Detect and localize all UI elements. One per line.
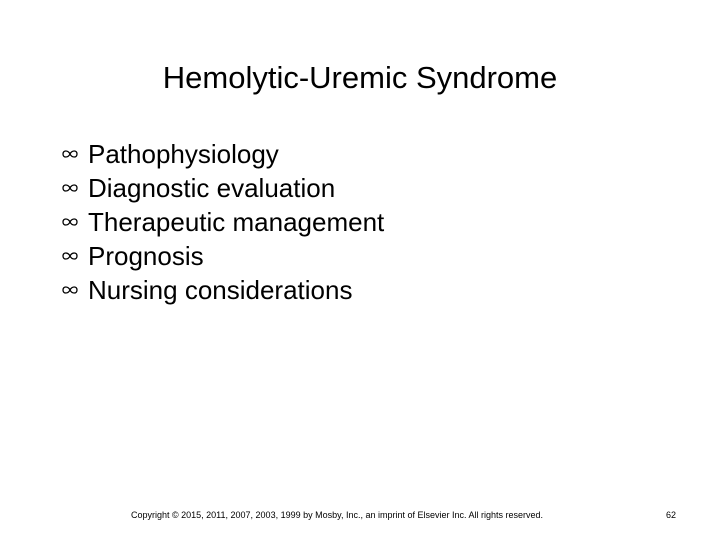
slide-title: Hemolytic-Uremic Syndrome — [162, 60, 558, 95]
bullet-list — [62, 137, 384, 307]
bullet-label: Therapeutic management — [88, 207, 385, 237]
bullet-item-prognosis — [62, 239, 384, 273]
page-number: 62 — [666, 510, 677, 520]
bullet-label: Nursing considerations — [88, 275, 353, 305]
bullet-item-pathophysiology — [62, 137, 384, 171]
bullet-label: Prognosis — [88, 241, 204, 271]
infinity-bullet-icon — [62, 137, 88, 171]
bullet-item-diagnostic-evaluation — [62, 171, 384, 205]
infinity-bullet-icon — [62, 239, 88, 273]
bullet-item-therapeutic-management — [62, 205, 384, 239]
bullet-label: Pathophysiology — [88, 139, 279, 169]
bullet-label: Diagnostic evaluation — [88, 173, 336, 203]
infinity-bullet-icon — [62, 205, 88, 239]
footer-copyright: Copyright © 2015, 2011, 2007, 2003, 1999 by Mosby, Inc., an imprint of Elsevier Inc. All rights reserved. — [131, 510, 544, 520]
bullet-item-nursing-considerations — [62, 273, 384, 307]
infinity-bullet-icon — [62, 171, 88, 205]
infinity-bullet-icon — [62, 273, 88, 307]
